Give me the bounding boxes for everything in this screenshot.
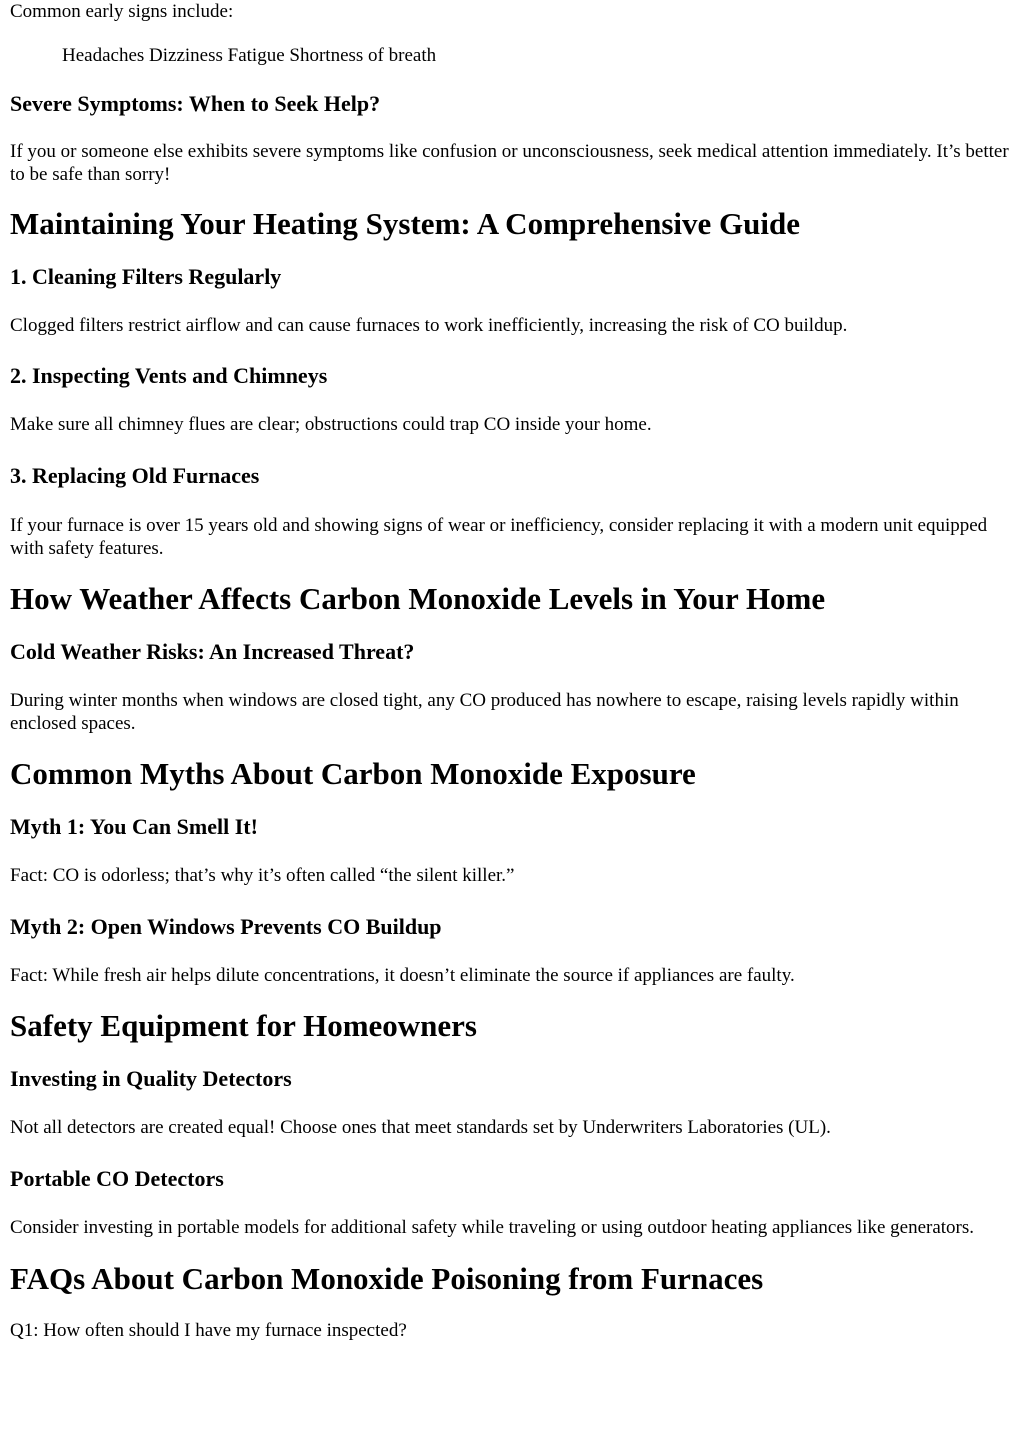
early-signs-list xyxy=(10,44,1014,67)
intro-text: Common early signs include: xyxy=(10,1,234,22)
list-item: Dizziness xyxy=(149,45,223,66)
maintenance-item-text: If your furnace is over 15 years old and showing signs of wear or inefficiency, consider replacing it with a modern unit equipped with safety features. xyxy=(10,515,988,559)
myth-text: Fact: While fresh air helps dilute concentrations, it doesn’t eliminate the source if appliances are faulty. xyxy=(10,965,795,986)
equipment-item-heading: Portable CO Detectors xyxy=(10,1166,224,1191)
maintenance-item-heading: 3. Replacing Old Furnaces xyxy=(10,463,260,488)
maintenance-item-text: Clogged filters restrict airflow and can cause furnaces to work inefficiently, increasing the risk of CO buildup. xyxy=(10,315,848,336)
weather-heading: How Weather Affects Carbon Monoxide Levels in Your Home xyxy=(10,581,826,616)
maintenance-item-heading: 2. Inspecting Vents and Chimneys xyxy=(10,363,328,388)
myth-heading: Myth 2: Open Windows Prevents CO Buildup xyxy=(10,914,442,939)
myth-heading: Myth 1: You Can Smell It! xyxy=(10,814,258,839)
faq-question: Q1: How often should I have my furnace inspected? xyxy=(10,1320,407,1341)
severe-text: If you or someone else exhibits severe symptoms like confusion or unconsciousness, seek medical attention immediately. It’s better to be safe than sorry! xyxy=(10,141,1009,185)
myth-text: Fact: CO is odorless; that’s why it’s often called “the silent killer.” xyxy=(10,865,515,886)
equipment-item-text: Not all detectors are created equal! Choose ones that meet standards set by Underwriters Laboratories (UL). xyxy=(10,1117,831,1138)
equipment-heading: Safety Equipment for Homeowners xyxy=(10,1008,477,1043)
maintenance-heading: Maintaining Your Heating System: A Comprehensive Guide xyxy=(10,206,800,241)
list-item: Headaches xyxy=(62,45,145,66)
maintenance-item-heading: 1. Cleaning Filters Regularly xyxy=(10,264,282,289)
weather-text: During winter months when windows are closed tight, any CO produced has nowhere to escape, raising levels rapidly within enclosed spaces. xyxy=(10,690,959,734)
severe-heading: Severe Symptoms: When to Seek Help? xyxy=(10,91,381,116)
list-item: Shortness of breath xyxy=(289,45,437,66)
equipment-item-text: Consider investing in portable models for additional safety while traveling or using outdoor heating appliances like generators. xyxy=(10,1217,975,1238)
list-item: Fatigue xyxy=(227,45,285,66)
faqs-heading: FAQs About Carbon Monoxide Poisoning from Furnaces xyxy=(10,1261,764,1296)
myths-heading: Common Myths About Carbon Monoxide Exposure xyxy=(10,756,696,791)
equipment-item-heading: Investing in Quality Detectors xyxy=(10,1066,292,1091)
weather-sub-heading: Cold Weather Risks: An Increased Threat? xyxy=(10,639,415,664)
maintenance-item-text: Make sure all chimney flues are clear; obstructions could trap CO inside your home. xyxy=(10,414,652,435)
